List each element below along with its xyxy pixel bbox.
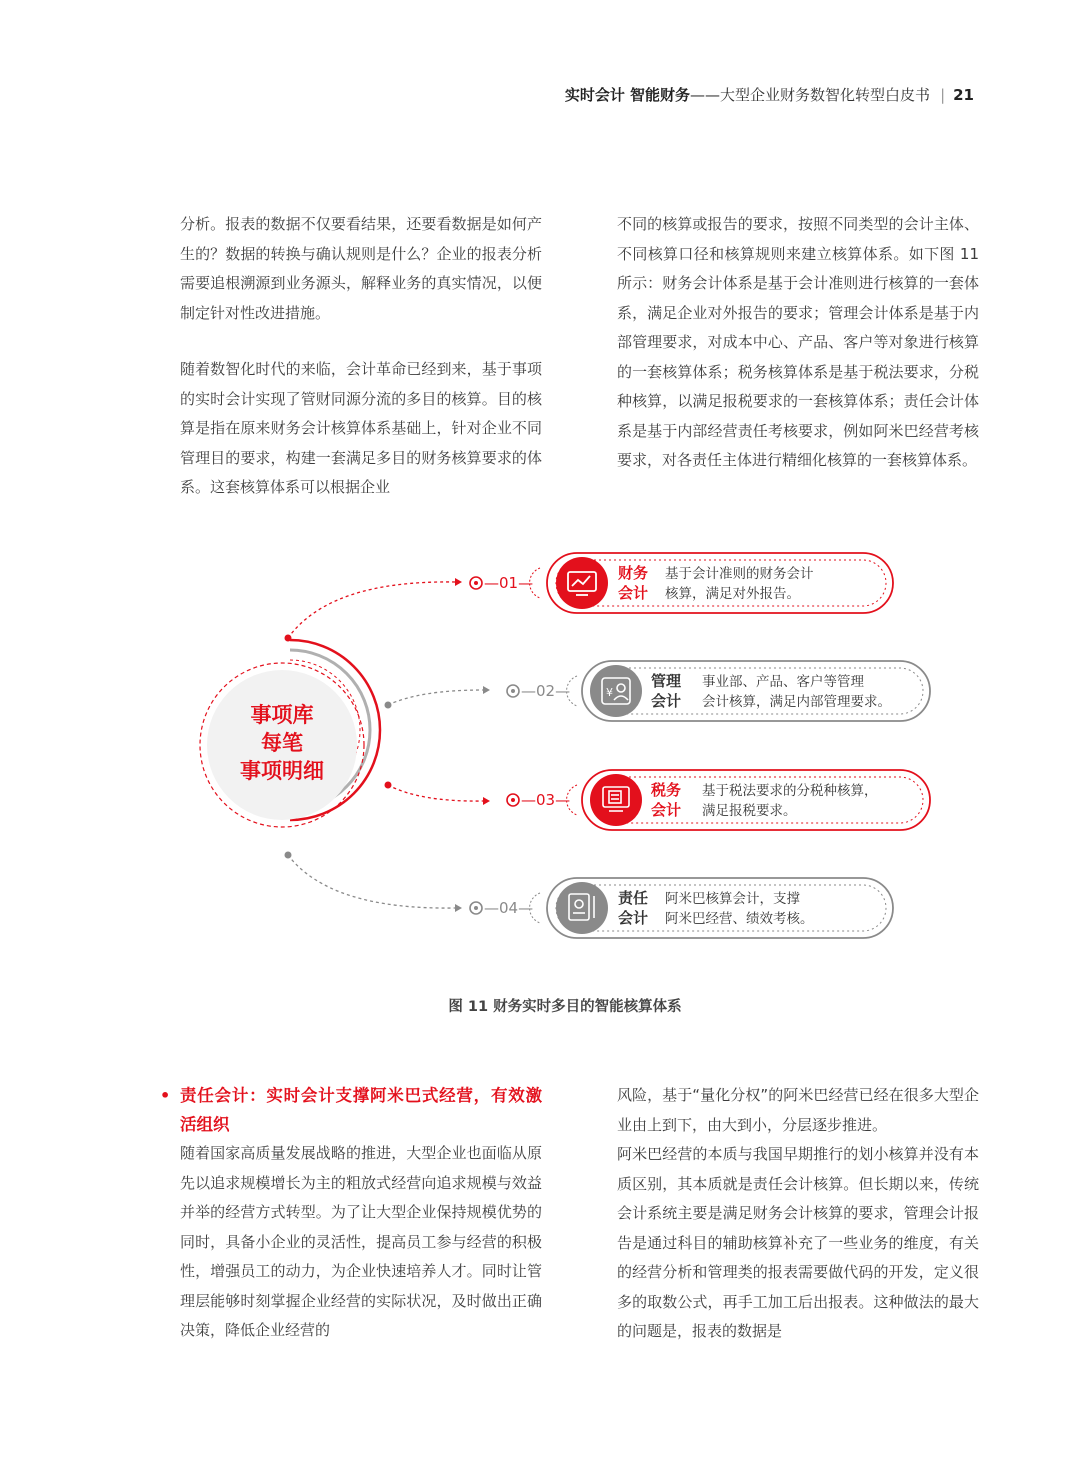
item-01	[470, 553, 893, 613]
center-line-3: 事项明细	[240, 759, 324, 783]
top-left-column	[180, 210, 542, 503]
item-desc-line: 事业部、产品、客户等管理	[702, 674, 864, 690]
paragraph: 阿米巴经营的本质与我国早期推行的划小核算并没有本质区别，其本质就是责任会计核算。但长期以来，传统会计系统主要是满足财务会计核算的要求，管理会计报告是通过科目的辅助核算补充了一些业务的维度，有关的经营分析和管理类的报表需要做代码的开发，定义很多的取数公式，再手工加工后出报表。这种做法的最大的问题是，报表的数据是	[617, 1145, 979, 1340]
section-heading-text: 责任会计：实时会计支撑阿米巴式经营，有效激活组织	[180, 1086, 542, 1134]
item-number-04: —04—	[484, 899, 534, 917]
paragraph: 随着数智化时代的来临，会计革命已经到来，基于事项的实时会计实现了管财同源分流的多目的核算。目的核算是指在原来财务会计核算体系基础上，针对企业不同管理目的要求，构建一套满足多目的财务核算要求的体系。这套核算体系可以根据企业	[180, 360, 542, 496]
item-title-line: 会计	[618, 909, 649, 927]
item-desc-line: 阿米巴经营、绩效考核。	[665, 911, 814, 927]
center-line-2: 每笔	[261, 731, 303, 755]
item-04	[470, 878, 893, 938]
bullet: •	[160, 1086, 171, 1105]
item-title-line: 会计	[618, 584, 649, 602]
header-title-bold: 实时会计 智能财务	[564, 86, 691, 104]
item-title-line: 管理	[651, 672, 682, 690]
paragraph: 风险，基于“量化分权”的阿米巴经营已经在很多大型企业由上到下，由大到小，分层逐步推进。	[617, 1086, 979, 1134]
header-separator: |	[940, 86, 946, 104]
page-number: 21	[953, 86, 974, 104]
running-header	[565, 84, 974, 105]
item-desc-line: 会计核算，满足内部管理要求。	[702, 694, 891, 710]
item-title-line: 财务	[618, 564, 649, 582]
item-number-02: —02—	[521, 682, 571, 700]
center-node	[200, 640, 380, 827]
connector-03	[388, 785, 483, 801]
accounting-system-figure	[0, 540, 1080, 960]
paragraph: 分析。报表的数据不仅要看结果，还要看数据是如何产生的？数据的转换与确认规则是什么？企业的报表分析需要追根溯源到业务源头，解释业务的真实情况，以便制定针对性改进措施。	[180, 215, 542, 322]
item-title-line: 会计	[651, 801, 682, 819]
figure-caption: 图 11 财务实时多目的智能核算体系	[448, 999, 682, 1015]
center-line-1: 事项库	[250, 703, 314, 727]
item-number-01: —01—	[484, 574, 534, 592]
item-number-03: —03—	[521, 791, 571, 809]
top-right-column	[617, 210, 979, 476]
item-desc-line: 基于会计准则的财务会计	[665, 566, 814, 582]
item-title-line: 责任	[618, 889, 649, 907]
svg-text:¥: ¥	[606, 686, 613, 699]
item-desc-line: 阿米巴核算会计，支撑	[665, 891, 800, 907]
item-desc-line: 核算，满足对外报告。	[665, 586, 800, 602]
item-desc-line: 满足报税要求。	[702, 803, 797, 819]
connector-01	[288, 582, 455, 638]
paragraph: 不同的核算或报告的要求，按照不同类型的会计主体、不同核算口径和核算规则来建立核算体系。如下图 11 所示：财务会计体系是基于会计准则进行核算的一套体系，满足企业对外报告的要求；管理会计体系是基于内部管理要求，对成本中心、产品、客户等对象进行核算的一套核算体系；税务核算体系是基于税法要求，分税种核算，以满足报税要求的一套核算体系；责任会计体系是基于内部经营责任考核要求，例如阿米巴经营考核要求，对各责任主体进行精细化核算的一套核算体系。	[617, 215, 979, 469]
section-heading	[160, 1081, 542, 1139]
bottom-left-column	[160, 1081, 542, 1346]
header-title-rest: ——大型企业财务数智化转型白皮书	[690, 86, 931, 104]
item-title-line: 税务	[651, 781, 682, 799]
item-title-line: 会计	[651, 692, 682, 710]
connector-04	[288, 855, 455, 908]
connector-02	[388, 690, 483, 705]
item-02	[507, 661, 930, 721]
item-desc-line: 基于税法要求的分税种核算，	[702, 783, 878, 799]
item-03	[507, 770, 930, 830]
paragraph: 随着国家高质量发展战略的推进，大型企业也面临从原先以追求规模增长为主的粗放式经营向追求规模与效益并举的经营方式转型。为了让大型企业保持规模优势的同时，具备小企业的灵活性，提高员工参与经营的积极性，增强员工的动力，为企业快速培养人才。同时让管理层能够时刻掌握企业经营的实际状况，及时做出正确决策，降低企业经营的	[180, 1144, 542, 1339]
bottom-right-column	[617, 1081, 979, 1347]
